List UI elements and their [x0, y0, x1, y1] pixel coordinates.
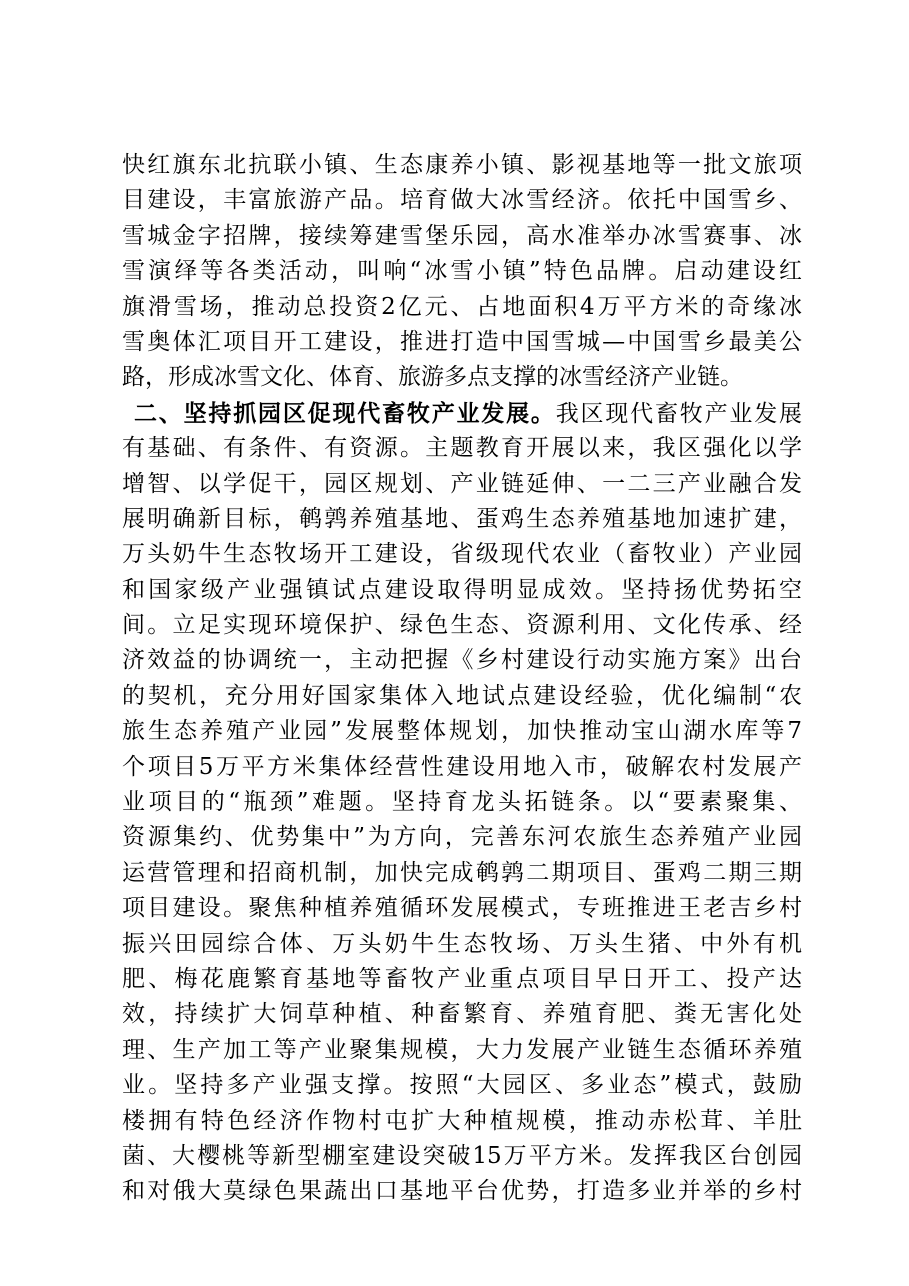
paragraph-line-7: 路，形成冰雪文化、体育、旅游多点支撑的冰雪经济产业链。: [122, 364, 743, 391]
section-line-21: 菌、大樱桃等新型棚室建设突破15万平方米。发挥我区台创园: [122, 1142, 802, 1169]
paragraph-line-6: 雪奥体汇项目开工建设，推进打造中国雪城—中国雪乡最美公: [122, 328, 802, 355]
section-line-14: 项目建设。聚焦种植养殖循环发展模式，专班推进王老吉乡村: [122, 895, 802, 922]
section-line-19: 业。坚持多产业强支撑。按照“大园区、多业态”模式，鼓励: [122, 1072, 802, 1099]
section-line-22: 和对俄大莫绿色果蔬出口基地平台优势，打造多业并举的乡村: [122, 1178, 802, 1205]
paragraph-line-5: 旗滑雪场，推动总投资2亿元、占地面积4万平方米的奇缘冰: [122, 293, 802, 320]
paragraph-line-4: 雪演绎等各类活动，叫响“冰雪小镇”特色品牌。启动建设红: [122, 258, 802, 285]
section-line-8: 的契机，充分用好国家集体入地试点建设经验，优化编制“农: [122, 682, 802, 709]
section-line-12: 资源集约、优势集中”为方向，完善东河农旅生态养殖产业园: [122, 824, 802, 851]
section-line-11: 业项目的“瓶颈”难题。坚持育龙头拓链条。以“要素聚集、: [122, 789, 802, 816]
paragraph-line-1: 快红旗东北抗联小镇、生态康养小镇、影视基地等一批文旅项: [122, 152, 802, 178]
section-line-15: 振兴田园综合体、万头奶牛生态牧场、万头生猪、中外有机: [122, 930, 802, 957]
section-first-line: [122, 396, 802, 431]
paragraph-line-2: 目建设，丰富旅游产品。培育做大冰雪经济。依托中国雪乡、: [122, 187, 802, 214]
section-line-5: 和国家级产业强镇试点建设取得明显成效。坚持扬优势拓空: [122, 576, 802, 603]
section-line-10: 个项目5万平方米集体经营性建设用地入市，破解农村发展产: [122, 753, 802, 780]
section-line-17: 效，持续扩大饲草种植、种畜繁育、养殖育肥、粪无害化处: [122, 1001, 802, 1028]
body-text: [122, 148, 802, 1210]
section-line-3: 展明确新目标，鹌鹑养殖基地、蛋鸡生态养殖基地加速扩建，: [122, 505, 802, 532]
section-line-9: 旅生态养殖产业园”发展整体规划，加快推动宝山湖水库等7: [122, 718, 802, 745]
section-heading: 二、坚持抓园区促现代畜牧产业发展。: [134, 399, 556, 427]
section-line-4: 万头奶牛生态牧场开工建设，省级现代农业（畜牧业）产业园: [122, 541, 802, 568]
section-line-7: 济效益的协调统一，主动把握《乡村建设行动实施方案》出台: [122, 647, 802, 674]
section-line-2: 增智、以学促干，园区规划、产业链延伸、一二三产业融合发: [122, 470, 802, 497]
section-line-13: 运营管理和招商机制，加快完成鹌鹑二期项目、蛋鸡二期三期: [122, 859, 802, 886]
section-line-6: 间。立足实现环境保护、绿色生态、资源利用、文化传承、经: [122, 612, 802, 639]
section-line-20: 楼拥有特色经济作物村屯扩大种植规模，推动赤松茸、羊肚: [122, 1107, 802, 1134]
section-line-16: 肥、梅花鹿繁育基地等畜牧产业重点项目早日开工、投产达: [122, 965, 802, 992]
paragraph-line-3: 雪城金字招牌，接续筹建雪堡乐园，高水准举办冰雪赛事、冰: [122, 222, 802, 249]
section-line-1: 有基础、有条件、有资源。主题教育开展以来，我区强化以学: [122, 435, 802, 462]
section-first-line-text: 我区现代畜牧产业发展: [555, 400, 803, 427]
section-line-18: 理、生产加工等产业聚集规模，大力发展产业链生态循环养殖: [122, 1036, 802, 1063]
